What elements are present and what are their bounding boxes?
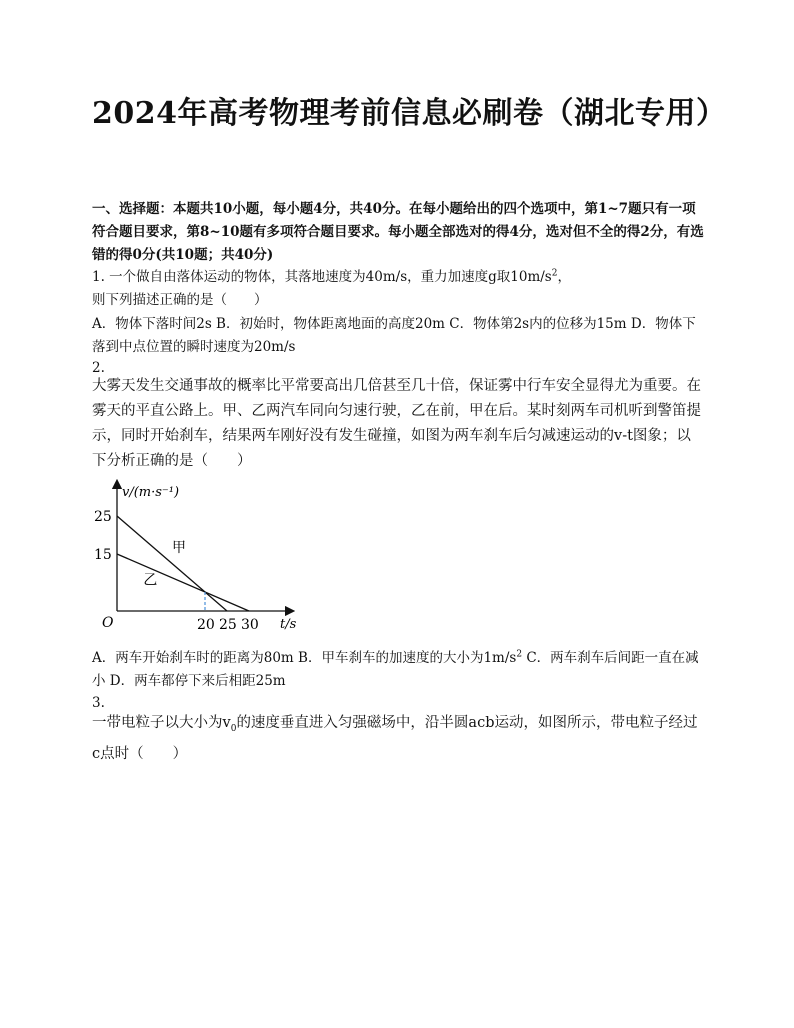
question-3-text-b: 的速度垂直进入匀强磁场中，沿半圆acb运动，如图所示，带电粒子经过c点时（ ） xyxy=(92,715,698,762)
question-1-line1-end: ， xyxy=(557,269,571,285)
x-tick-label-25: 25 xyxy=(219,617,237,633)
tick-layer xyxy=(94,509,259,633)
series-label-yi: 乙 xyxy=(143,572,158,589)
page-title: 2024年高考物理考前信息必刷卷（湖北专用） xyxy=(92,96,727,131)
x-tick-label-20: 20 xyxy=(197,617,215,633)
question-2-options-a: A．两车开始刹车时的距离为80m B．甲车刹车的加速度的大小为1m/s xyxy=(92,650,517,666)
vt-graph xyxy=(92,478,302,638)
x-axis-label: t/s xyxy=(280,617,297,632)
question-2-number: 2. xyxy=(92,360,105,376)
question-1-line1: 1. 一个做自由落体运动的物体，其落地速度为40m/s，重力加速度g取10m/s xyxy=(92,269,552,285)
origin-label: O xyxy=(102,615,114,631)
question-3-sub: 0 xyxy=(230,723,237,734)
question-2-options-b: C．两车刹车后间距一直在减小 D．两车都停下来后相距25m xyxy=(92,650,699,689)
question-3-text-a: 一带电粒子以大小为v xyxy=(92,715,231,731)
series-label-jia: 甲 xyxy=(172,540,186,557)
series-layer xyxy=(117,516,249,611)
question-2-options-sup: 2 xyxy=(516,649,523,660)
question-2-text: 大雾天发生交通事故的概率比平常要高出几倍甚至几十倍，保证雾中行车安全显得尤为重要。在雾天的平直公路上。甲、乙两汽车同向匀速行驶，乙在前，甲在后。某时刻两车司机听到警笛提示，同时开始刹车，结果两车刚好没有发生碰撞，如图为两车刹车后匀减速运动的v-t图象；以下分析正确的是（ ） xyxy=(92,378,701,469)
question-1-options: A．物体下落时间2s B．初始时，物体距离地面的高度20m C．物体第2s内的位移为15m D．物体下落到中点位置的瞬时速度为20m/s xyxy=(92,316,696,355)
question-2-options xyxy=(92,647,704,693)
x-tick-label-30: 30 xyxy=(241,617,259,633)
question-1-sup: 2 xyxy=(551,268,558,279)
y-tick-label-25: 25 xyxy=(94,509,112,525)
question-3-number: 3. xyxy=(92,695,105,711)
y-tick-label-15: 15 xyxy=(94,547,112,563)
series-line-jia xyxy=(117,516,227,611)
question-1-line2 xyxy=(92,289,704,312)
section-heading: 一、选择题：本题共10小题，每小题4分，共40分。在每小题给出的四个选项中，第1~7题只有一项符合题目要求，第8~10题有多项符合题目要求。每小题全部选对的得4分，选对但不全的得2分，有选错的得0分(共10题；共40分) xyxy=(92,201,704,263)
question-1-stem xyxy=(92,266,704,289)
series-line-yi xyxy=(117,554,249,611)
question-1-prompt: 则下列描述正确的是（ ） xyxy=(92,292,268,308)
question-3-text xyxy=(92,711,704,767)
y-axis-label: v/(m·s⁻¹) xyxy=(122,485,180,500)
